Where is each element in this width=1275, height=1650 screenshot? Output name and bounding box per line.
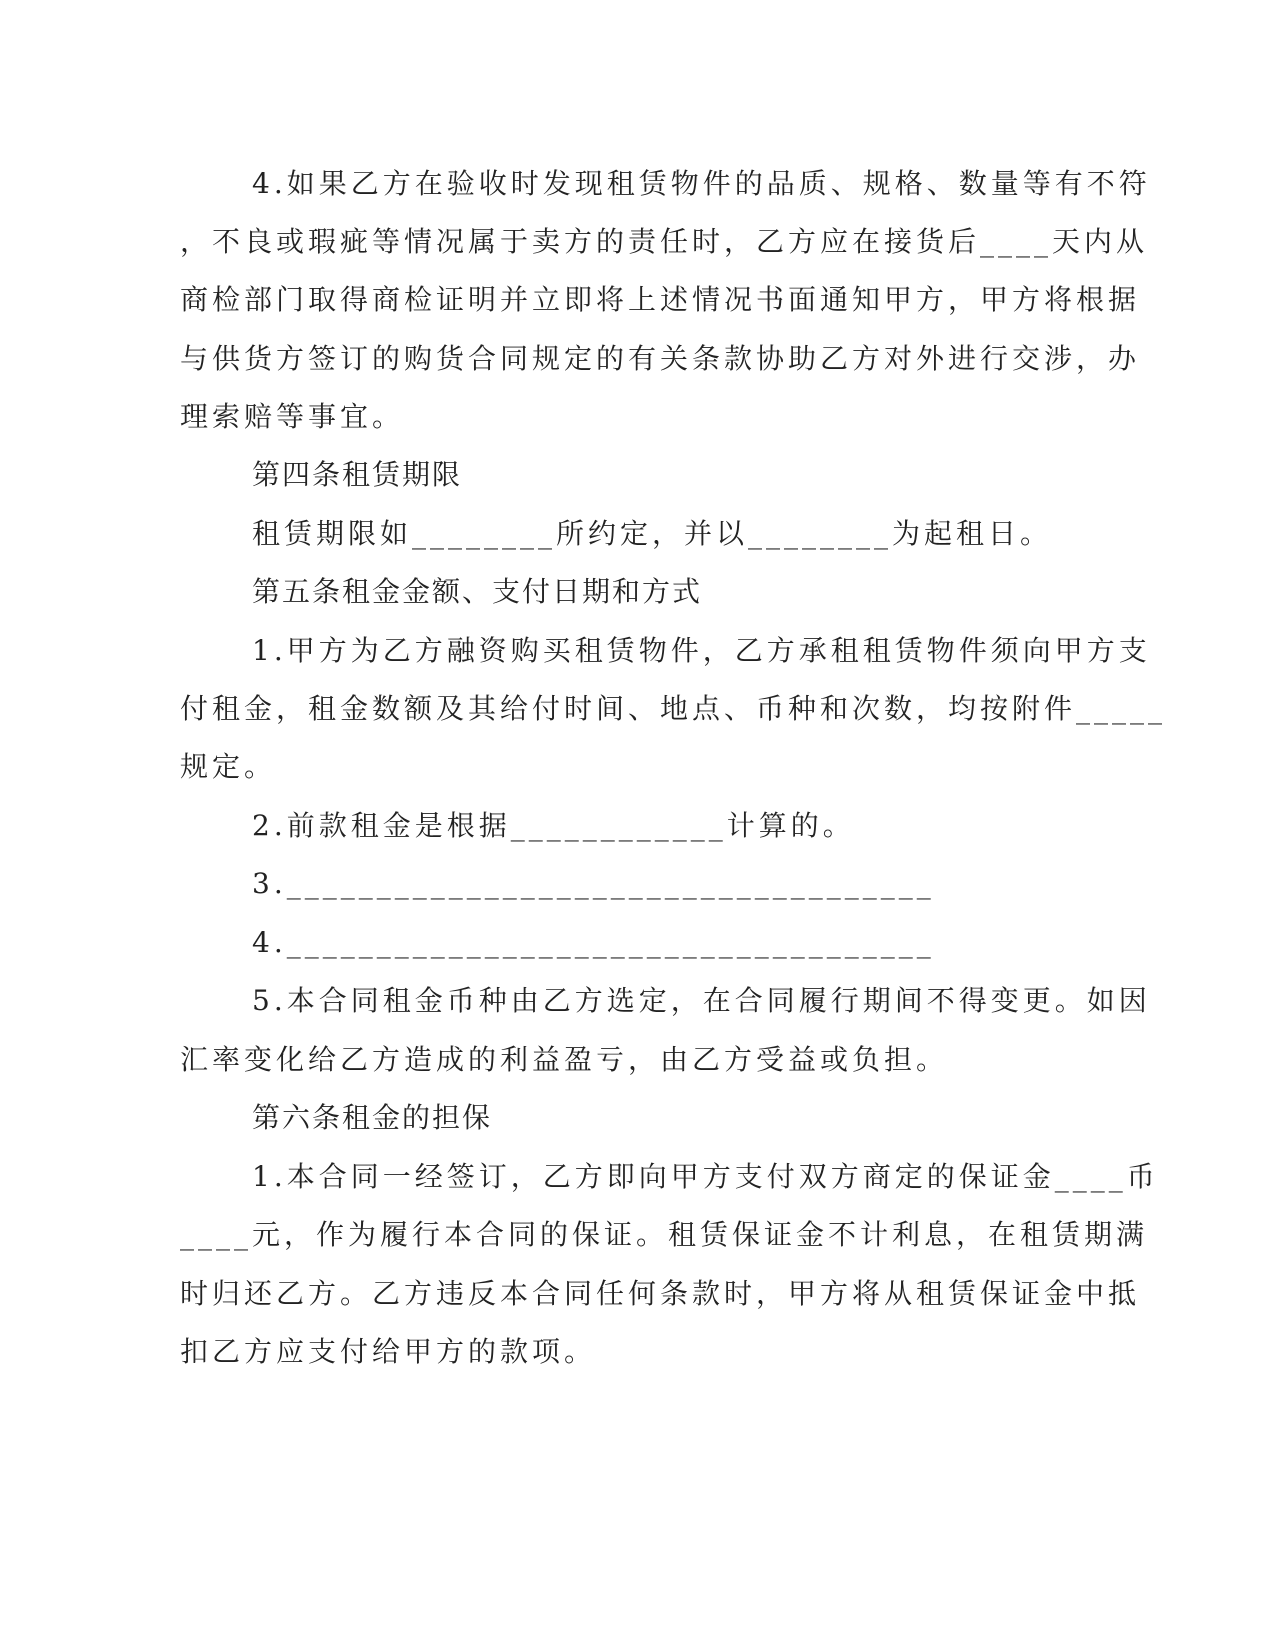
clause-6-heading: 第六条租金的担保: [252, 1101, 493, 1134]
clause-5-item-2: 2.前款租金是根据____________计算的。: [252, 809, 855, 842]
clause-3-item-4-line-1: 4.如果乙方在验收时发现租赁物件的品质、规格、数量等有不符: [252, 167, 1151, 200]
clause-3-item-4-line-3: 商检部门取得商检证明并立即将上述情况书面通知甲方，甲方将根据: [180, 283, 1141, 316]
clause-5-item-3: 3.____________________________________: [252, 867, 935, 900]
clause-5-item-1-line-3: 规定。: [180, 750, 277, 783]
clause-6-item-1-line-1: 1.本合同一经签订，乙方即向甲方支付双方商定的保证金____币: [252, 1160, 1159, 1193]
clause-5-item-1-line-2: 付租金，租金数额及其给付时间、地点、币种和次数，均按附件_____: [180, 692, 1167, 725]
clause-4-text: 租赁期限如________所约定，并以________为起租日。: [252, 517, 1053, 550]
clause-3-item-4-line-2: ，不良或瑕疵等情况属于卖方的责任时，乙方应在接货后____天内从: [180, 225, 1149, 258]
clause-5-heading: 第五条租金金额、支付日期和方式: [252, 575, 703, 608]
clause-5-item-5-line-1: 5.本合同租金币种由乙方选定，在合同履行期间不得变更。如因: [252, 984, 1151, 1017]
clause-4-heading: 第四条租赁期限: [252, 458, 463, 491]
clause-6-item-1-line-2: ____元，作为履行本合同的保证。租赁保证金不计利息，在租赁期满: [180, 1218, 1149, 1251]
clause-5-item-4: 4.____________________________________: [252, 926, 935, 959]
clause-3-item-4-line-5: 理索赔等事宜。: [180, 400, 405, 433]
clause-3-item-4-line-4: 与供货方签订的购货合同规定的有关条款协助乙方对外进行交涉，办: [180, 342, 1141, 375]
clause-6-item-1-line-3: 时归还乙方。乙方违反本合同任何条款时，甲方将从租赁保证金中抵: [180, 1277, 1141, 1310]
clause-5-item-5-line-2: 汇率变化给乙方造成的利益盈亏，由乙方受益或负担。: [180, 1043, 949, 1076]
clause-5-item-1-line-1: 1.甲方为乙方融资购买租赁物件，乙方承租租赁物件须向甲方支: [252, 634, 1151, 667]
clause-6-item-1-line-4: 扣乙方应支付给甲方的款项。: [180, 1335, 597, 1368]
